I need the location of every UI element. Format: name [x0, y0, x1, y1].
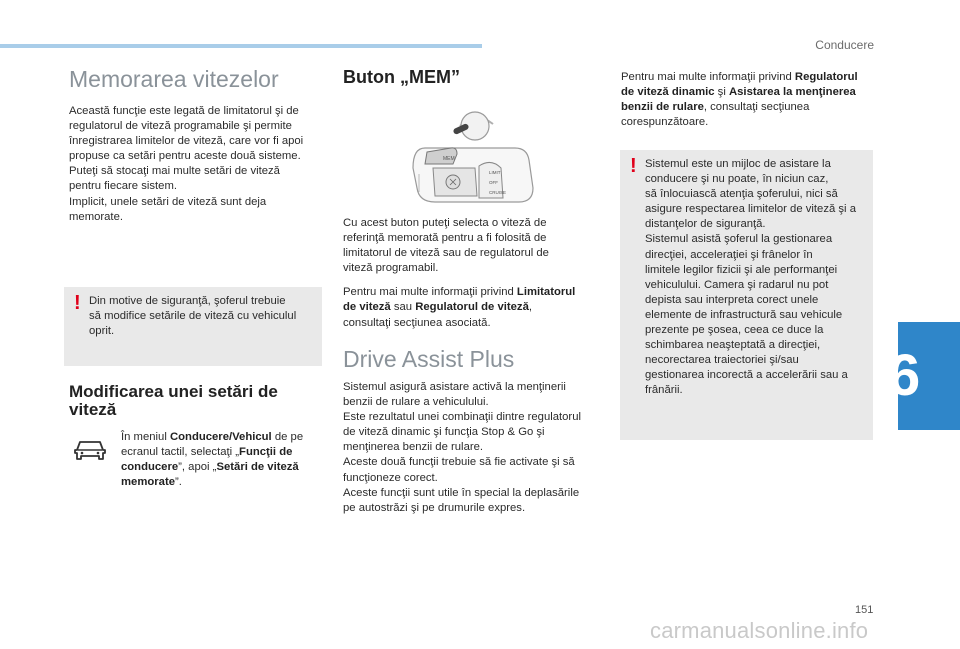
text: consultaţi secţiunea asociată. [343, 316, 491, 329]
warning-line: asigure respectarea limitelor de viteză şi a [645, 203, 856, 216]
warning-line: depista sau interpreta corect unele [645, 293, 819, 306]
warning-text [645, 157, 865, 399]
intro-line: pentru fiecare sistem. [69, 180, 177, 193]
intro-line: înregistrarea limitelor de viteză, care vor fi apoi [69, 135, 304, 148]
warning-icon: ! [630, 155, 637, 177]
drive-assist-body [343, 380, 605, 516]
ref-bold: de viteză [343, 301, 391, 314]
body-line: funcţioneze corect. [343, 471, 438, 484]
intro-line: Implicit, unele setări de viteză sunt deja [69, 195, 267, 208]
text: şi [714, 86, 729, 99]
text: ”, apoi „ [178, 461, 217, 474]
intro-line: Această funcţie este legată de limitatorul şi de [69, 105, 299, 117]
ref-bold: Regulatorul de viteză [415, 301, 529, 314]
menu-item: Setări de viteză [216, 461, 299, 474]
column-1 [69, 66, 331, 225]
warning-line: limitele legilor fizicii şi ale performanţei [645, 263, 838, 276]
subtitle-line: Modificarea unei setări de [69, 382, 278, 401]
cruise-label: CRUISE [489, 190, 507, 195]
section-title-drive-assist: Drive Assist Plus [343, 346, 515, 372]
body-line: referinţă memorată pentru a fi folosită de [343, 232, 547, 245]
menu-item: memorate [121, 476, 175, 489]
warning-line: Sistemul asistă şoferul la gestionarea [645, 233, 833, 246]
mem-description [343, 216, 605, 331]
body-line: limitatorul de viteză sau de regulatorul de [343, 247, 549, 260]
top-accent-bar [0, 44, 482, 48]
watermark: carmanualsonline.info [650, 618, 869, 643]
ref-bold: benzii de rulare [621, 101, 704, 114]
warning-line: Din motive de siguranţă, şoferul trebuie [89, 295, 286, 307]
ref-bold: Limitatorul [516, 286, 576, 299]
text: de pe [271, 431, 304, 443]
menu-instructions [121, 430, 326, 490]
intro-line: propuse ca setări pentru aceste două sisteme. [69, 150, 301, 163]
text: sau [390, 301, 416, 314]
section-title-mem: Buton „MEM” [343, 67, 460, 87]
text: , consultaţi secţiunea [703, 101, 810, 114]
limit-label: LIMIT [489, 170, 501, 175]
menu-item: Funcţii de [239, 446, 293, 459]
text: ecranul tactil, selectaţi „ [121, 446, 240, 459]
warning-line: prezente pe şosea, ceea ce duce la [645, 324, 824, 337]
text: Pentru mai multe informaţii privind [621, 71, 795, 83]
warning-text [89, 294, 314, 339]
text: În meniul [121, 431, 170, 443]
menu-name: Conducere/Vehicul [169, 431, 272, 443]
body-line: de viteză dinamic şi funcţia Stop & Go şi [343, 426, 545, 439]
subsection-modify [69, 383, 331, 419]
mem-label: MEM [443, 156, 455, 162]
warning-line: să înlocuiască atenţia şoferului, nici să [645, 188, 838, 201]
subsection-title [69, 383, 331, 419]
warning-icon: ! [74, 292, 81, 314]
warning-line: oprit. [89, 325, 115, 338]
body-line: viteză programabil. [343, 262, 439, 275]
warning-line: frânării. [645, 384, 683, 397]
warning-line: elemente de infrastructură sau vehicule [645, 308, 843, 321]
body-line: Sistemul asigură asistare activă la menţinerii [343, 381, 566, 393]
off-label: OFF [489, 180, 498, 185]
text: , [528, 301, 532, 314]
warning-box-settings [64, 287, 322, 366]
warning-line: gestionarea incorectă a accelerării sau a [645, 369, 848, 382]
drive-assist-section [343, 346, 605, 516]
col3-more-info [621, 70, 877, 130]
body-line: menţinerea benzii de rulare. [343, 441, 484, 454]
page-number: 151 [855, 604, 874, 616]
intro-line: memorate. [69, 210, 123, 223]
chapter-number: 6 [888, 343, 921, 408]
column-2 [343, 66, 605, 88]
ref-bold: Asistarea la menţinerea [728, 86, 856, 99]
warning-line: să modifice setările de viteză cu vehiculul [89, 310, 297, 323]
body-line: pe autostrăzi şi pe drumurile expres. [343, 501, 526, 514]
text: ”. [175, 476, 182, 489]
intro-line: Puteţi să stocaţi mai multe setări de viteză [69, 165, 280, 178]
warning-line: conducere şi nu poate, în niciun caz, [645, 173, 829, 186]
mem-button-illustration [405, 108, 545, 214]
body-line: Cu acest buton puteţi selecta o viteză de [343, 217, 547, 229]
subtitle-line: viteză [69, 400, 117, 419]
mem-more-info [343, 285, 605, 330]
warning-line: distanţelor de siguranţă. [645, 218, 766, 231]
body-line: benzii de rulare a vehiculului. [343, 396, 489, 409]
menu-item: conducere [121, 461, 179, 474]
body-line: Este rezultatul unei combinaţii dintre regulatorul [343, 411, 581, 424]
chapter-title: Conducere [815, 38, 874, 52]
warning-line: necorectarea traiectoriei şi/sau [645, 354, 799, 367]
intro-paragraph [69, 104, 331, 225]
section-title-memorarea: Memorarea vitezelor [69, 66, 279, 92]
warning-box-drive-assist [620, 150, 873, 440]
warning-line: direcţiei, acceleraţiei şi frânelor în [645, 248, 813, 261]
ref-bold: de viteză dinamic [621, 86, 715, 99]
intro-line: regulatorul de viteză programabile şi permite [69, 120, 292, 133]
warning-line: Sistemul este un mijloc de asistare la [645, 158, 831, 170]
warning-line: schimbarea neaşteptată a direcţiei, [645, 339, 821, 352]
body-line: Aceste două funcţii trebuie să fie activate şi să [343, 456, 575, 469]
text: corespunzătoare. [621, 116, 709, 129]
body-line: Aceste funcţii sunt utile în special la deplasările [343, 486, 580, 499]
text: Pentru mai multe informaţii privind [343, 286, 517, 299]
ref-bold: Regulatorul [794, 71, 858, 83]
warning-line: vehiculului. Camera şi radarul nu pot [645, 278, 829, 291]
car-menu-icon [72, 438, 108, 464]
